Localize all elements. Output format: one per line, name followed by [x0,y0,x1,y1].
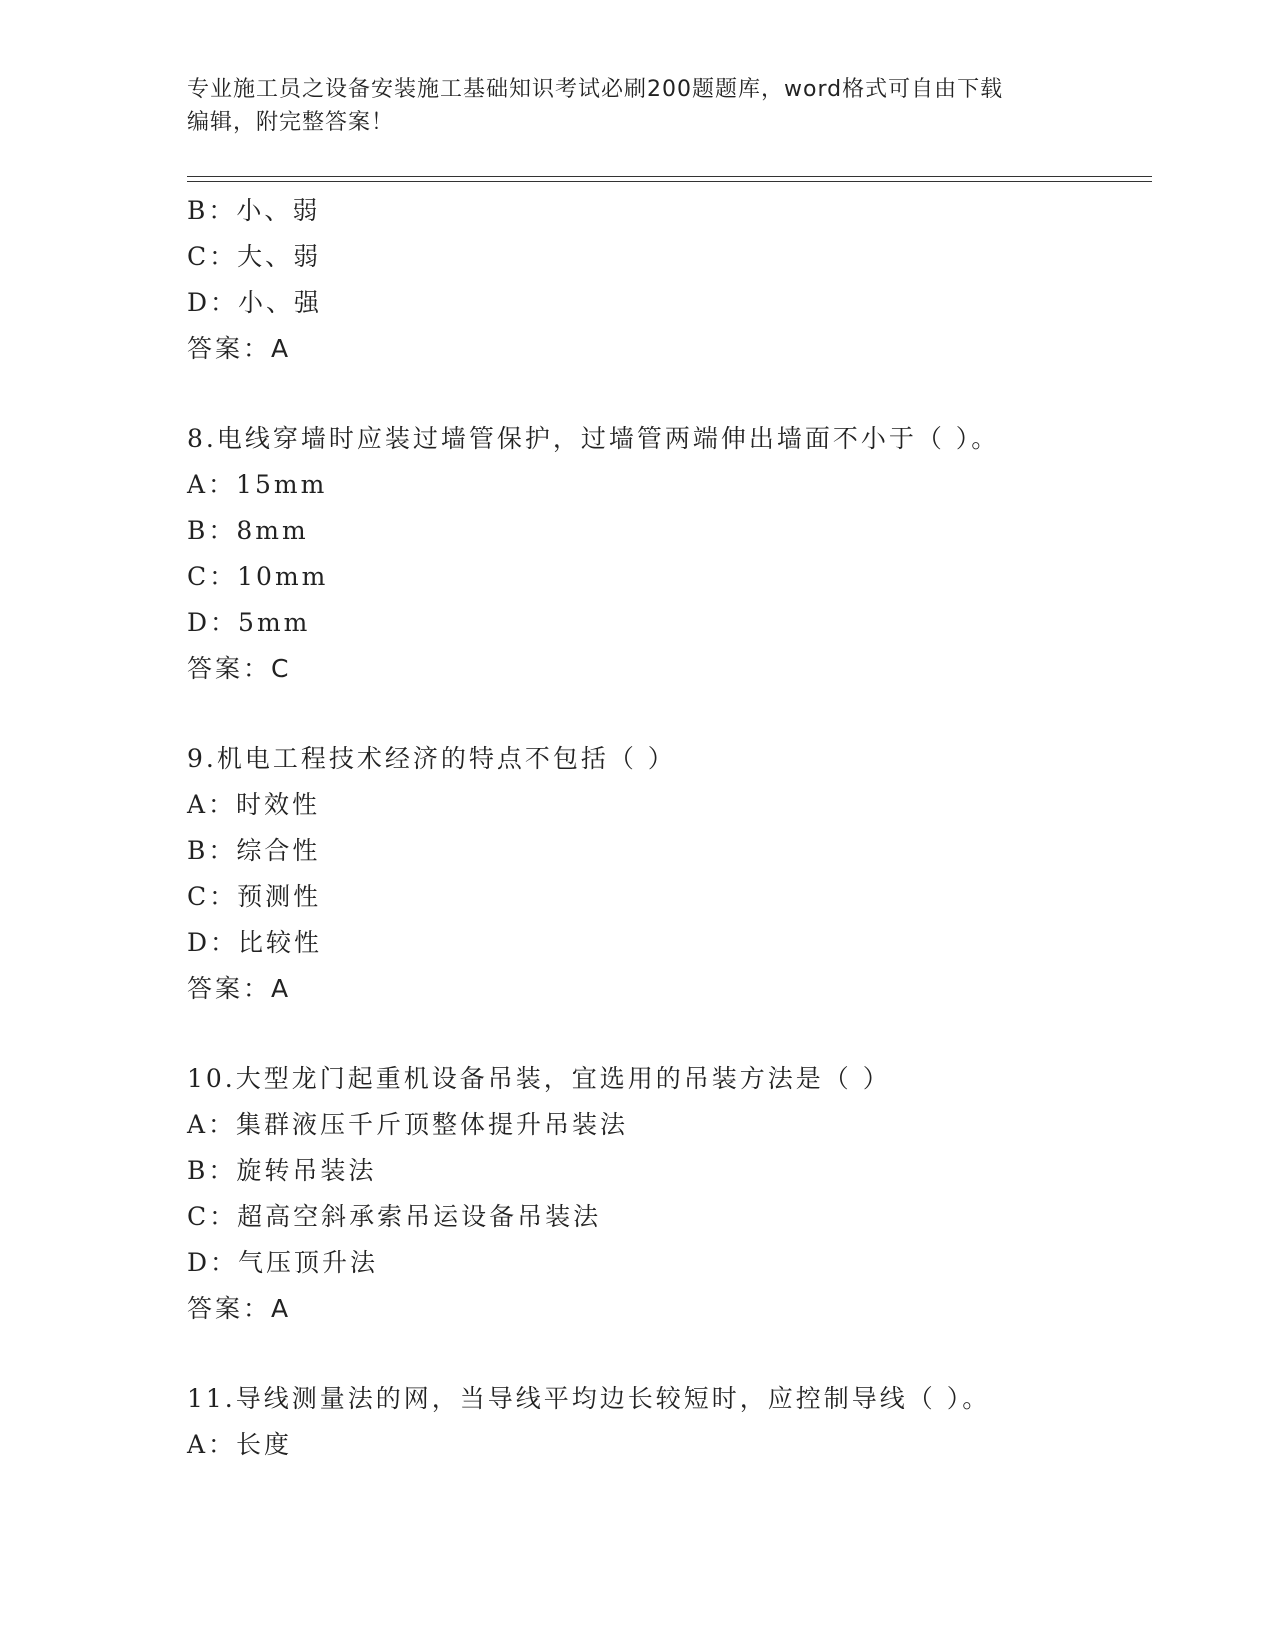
option-d: D：5mm [187,608,311,637]
option-c: C：10mm [187,562,329,591]
question-11 [187,1376,1147,1468]
answer-text: 答案：A [187,1294,292,1323]
question-10 [187,1056,1147,1332]
option-a: A：15mm [187,470,328,499]
option-b: B：旋转吊装法 [187,1156,377,1185]
answer-text: 答案：C [187,654,292,683]
document-header [187,73,1087,139]
spacer [187,1332,1147,1376]
answer-text: 答案：A [187,334,292,363]
question-7-continued [187,188,1147,372]
question-9 [187,736,1147,1012]
option-a: A：时效性 [187,790,321,819]
header-divider-bottom [187,181,1152,182]
question-list [187,188,1147,1468]
option-b: B：8mm [187,516,309,545]
option-d: D：比较性 [187,928,323,957]
header-title-line-2: 编辑，附完整答案！ [187,110,395,135]
option-b: B：小、弱 [187,196,321,225]
question-8 [187,416,1147,692]
option-d: D：气压顶升法 [187,1248,379,1277]
option-c: C：超高空斜承索吊运设备吊装法 [187,1202,602,1231]
question-title: 9.机电工程技术经济的特点不包括（ ） [187,744,676,773]
header-divider-top [187,176,1152,177]
question-title: 11.导线测量法的网，当导线平均边长较短时，应控制导线（ ）。 [187,1384,991,1413]
option-b: B：综合性 [187,836,321,865]
option-c: C：预测性 [187,882,322,911]
answer-text: 答案：A [187,974,292,1003]
option-d: D：小、强 [187,288,323,317]
header-title-line-1: 专业施工员之设备安装施工基础知识考试必刷200题题库，word格式可自由下载 [187,77,1004,102]
option-a: A：长度 [187,1430,293,1459]
option-c: C：大、弱 [187,242,322,271]
question-title: 10.大型龙门起重机设备吊装，宜选用的吊装方法是（ ） [187,1064,891,1093]
spacer [187,692,1147,736]
spacer [187,372,1147,416]
spacer [187,1012,1147,1056]
option-a: A：集群液压千斤顶整体提升吊装法 [187,1110,629,1139]
question-title: 8.电线穿墙时应装过墙管保护，过墙管两端伸出墙面不小于（ ）。 [187,424,1000,453]
